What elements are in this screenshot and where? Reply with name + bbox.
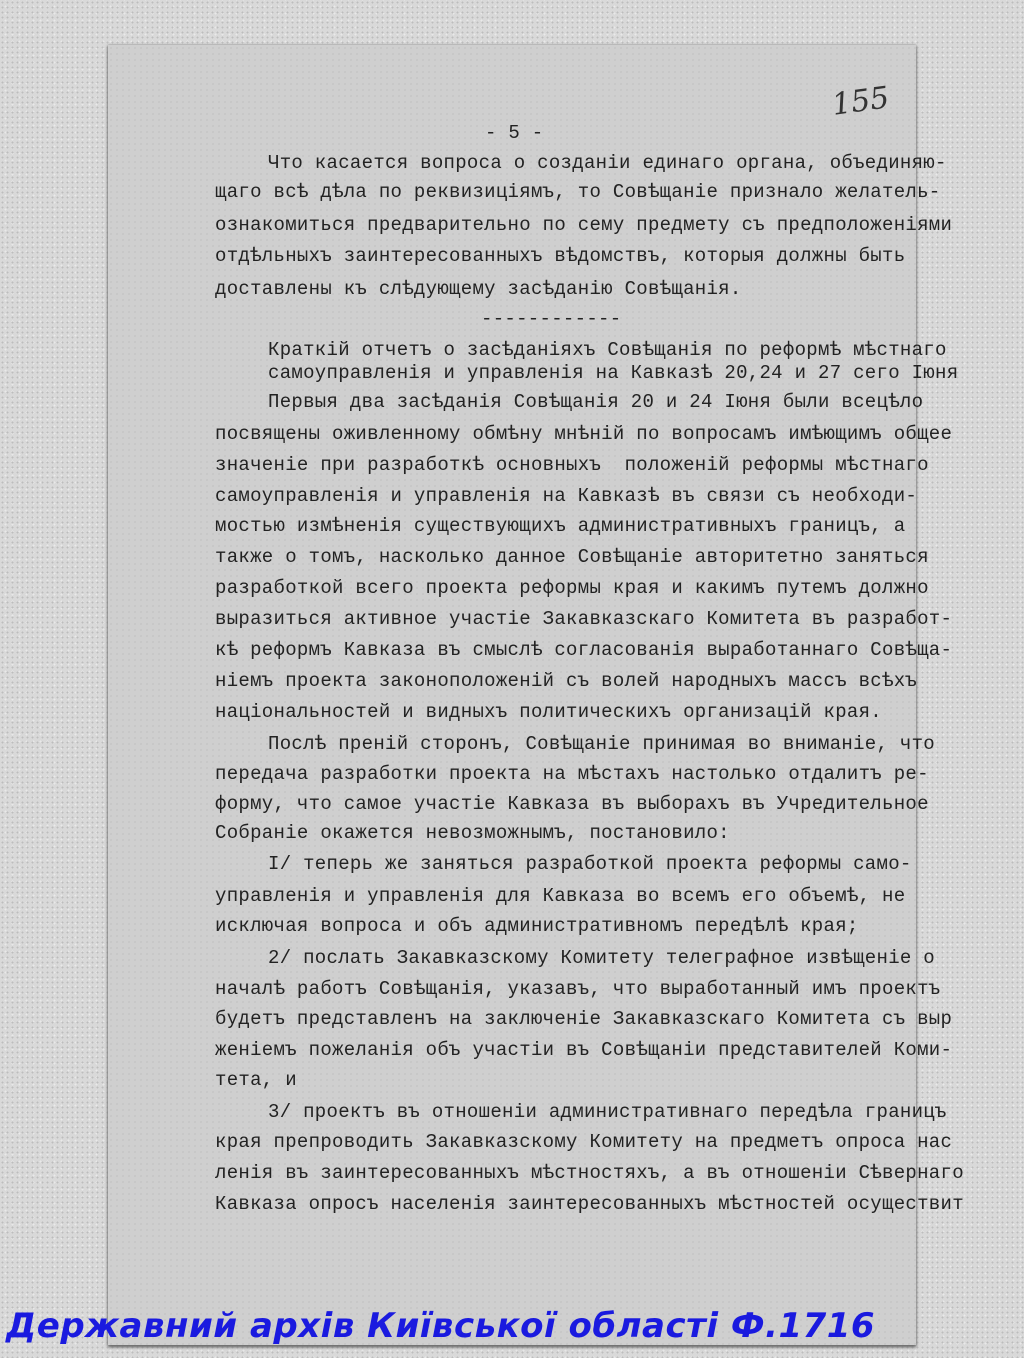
text-line: самоуправленія и управленія на Кавказѣ въ связи съ необходи- [215, 485, 918, 507]
text-line: разработкой всего проекта реформы края и какимъ путемъ должно [215, 577, 929, 599]
text-line: Краткій отчетъ о засѣданіяхъ Совѣщанія по реформѣ мѣстнаго [268, 339, 947, 361]
text-line: кѣ реформъ Кавказа въ смыслѣ согласованія выработаннаго Совѣща- [215, 639, 953, 661]
text-line: края препроводить Закавказскому Комитету на предметъ опроса нас [215, 1131, 953, 1153]
text-line: самоуправленія и управленія на Кавказѣ 20,24 и 27 сего Іюня [268, 362, 959, 384]
text-line: ознакомиться предварительно по сему предмету съ предположеніями [215, 214, 953, 236]
text-line: будетъ представленъ на заключеніе Закавказскаго Комитета съ выр [215, 1008, 953, 1030]
folio-number: 155 [829, 80, 892, 123]
text-line: посвящены оживленному обмѣну мнѣній по вопросамъ имѣющимъ общее [215, 423, 953, 445]
text-line: Послѣ преній сторонъ, Совѣщаніе принимая во вниманіе, что [268, 733, 936, 755]
text-line: мостью измѣненія существующихъ административныхъ границъ, а [215, 515, 906, 537]
text-line: 3/ проектъ въ отношеніи административнаго передѣла границъ [268, 1101, 947, 1123]
text-line: управленія и управленія для Кавказа во всемъ его объемѣ, не [215, 885, 906, 907]
text-line: Первыя два засѣданія Совѣщанія 20 и 24 Іюня были всецѣло [268, 391, 924, 413]
text-line: Что касается вопроса о созданіи единаго органа, объединяю- [268, 152, 947, 174]
text-line: Собраніе окажется невозможнымъ, постановило: [215, 822, 730, 844]
text-line: І/ теперь же заняться разработкой проекта реформы само- [268, 853, 912, 875]
text-line: ніемъ проекта законоположеній съ волей народныхъ массъ всѣхъ [215, 670, 918, 692]
text-line: началѣ работъ Совѣщанія, указавъ, что выработанный имъ проектъ [215, 978, 941, 1000]
text-line: національностей и видныхъ политическихъ организацій края. [215, 701, 883, 723]
page-number: - 5 - [485, 122, 544, 144]
text-line: выразиться активное участіе Закавказскаго Комитета въ разработ- [215, 608, 953, 630]
text-line: щаго всѣ дѣла по реквизиціямъ, то Совѣщаніе признало желатель- [215, 181, 941, 203]
text-line: Кавказа опросъ населенія заинтересованныхъ мѣстностей осуществит [215, 1193, 964, 1215]
text-line: значеніе при разработкѣ основныхъ положеній реформы мѣстнаго [215, 454, 929, 476]
text-line: форму, что самое участіе Кавказа въ выборахъ въ Учредительное [215, 793, 929, 815]
text-line: 2/ послать Закавказскому Комитету телеграфное извѣщеніе о [268, 947, 936, 969]
text-line: исключая вопроса и объ административномъ передѣлѣ края; [215, 915, 859, 937]
text-line: передача разработки проекта на мѣстахъ настолько отдалитъ ре- [215, 763, 929, 785]
text-line: также о томъ, насколько данное Совѣщаніе авторитетно заняться [215, 546, 929, 568]
text-line: доставлены къ слѣдующему засѣданію Совѣщанія. [215, 278, 742, 300]
text-line: тета, и [215, 1069, 297, 1091]
text-line: отдѣльныхъ заинтересованныхъ вѣдомствъ, которыя должны быть [215, 245, 906, 267]
text-line: ленія въ заинтересованныхъ мѣстностяхъ, а въ отношеніи Сѣвернаго [215, 1162, 964, 1184]
archive-caption: Державний архів Київської області Ф.1716 [6, 1306, 876, 1346]
separator-line: ------------ [481, 308, 622, 330]
text-line: женіемъ пожеланія объ участіи въ Совѣщаніи представителей Коми- [215, 1039, 953, 1061]
